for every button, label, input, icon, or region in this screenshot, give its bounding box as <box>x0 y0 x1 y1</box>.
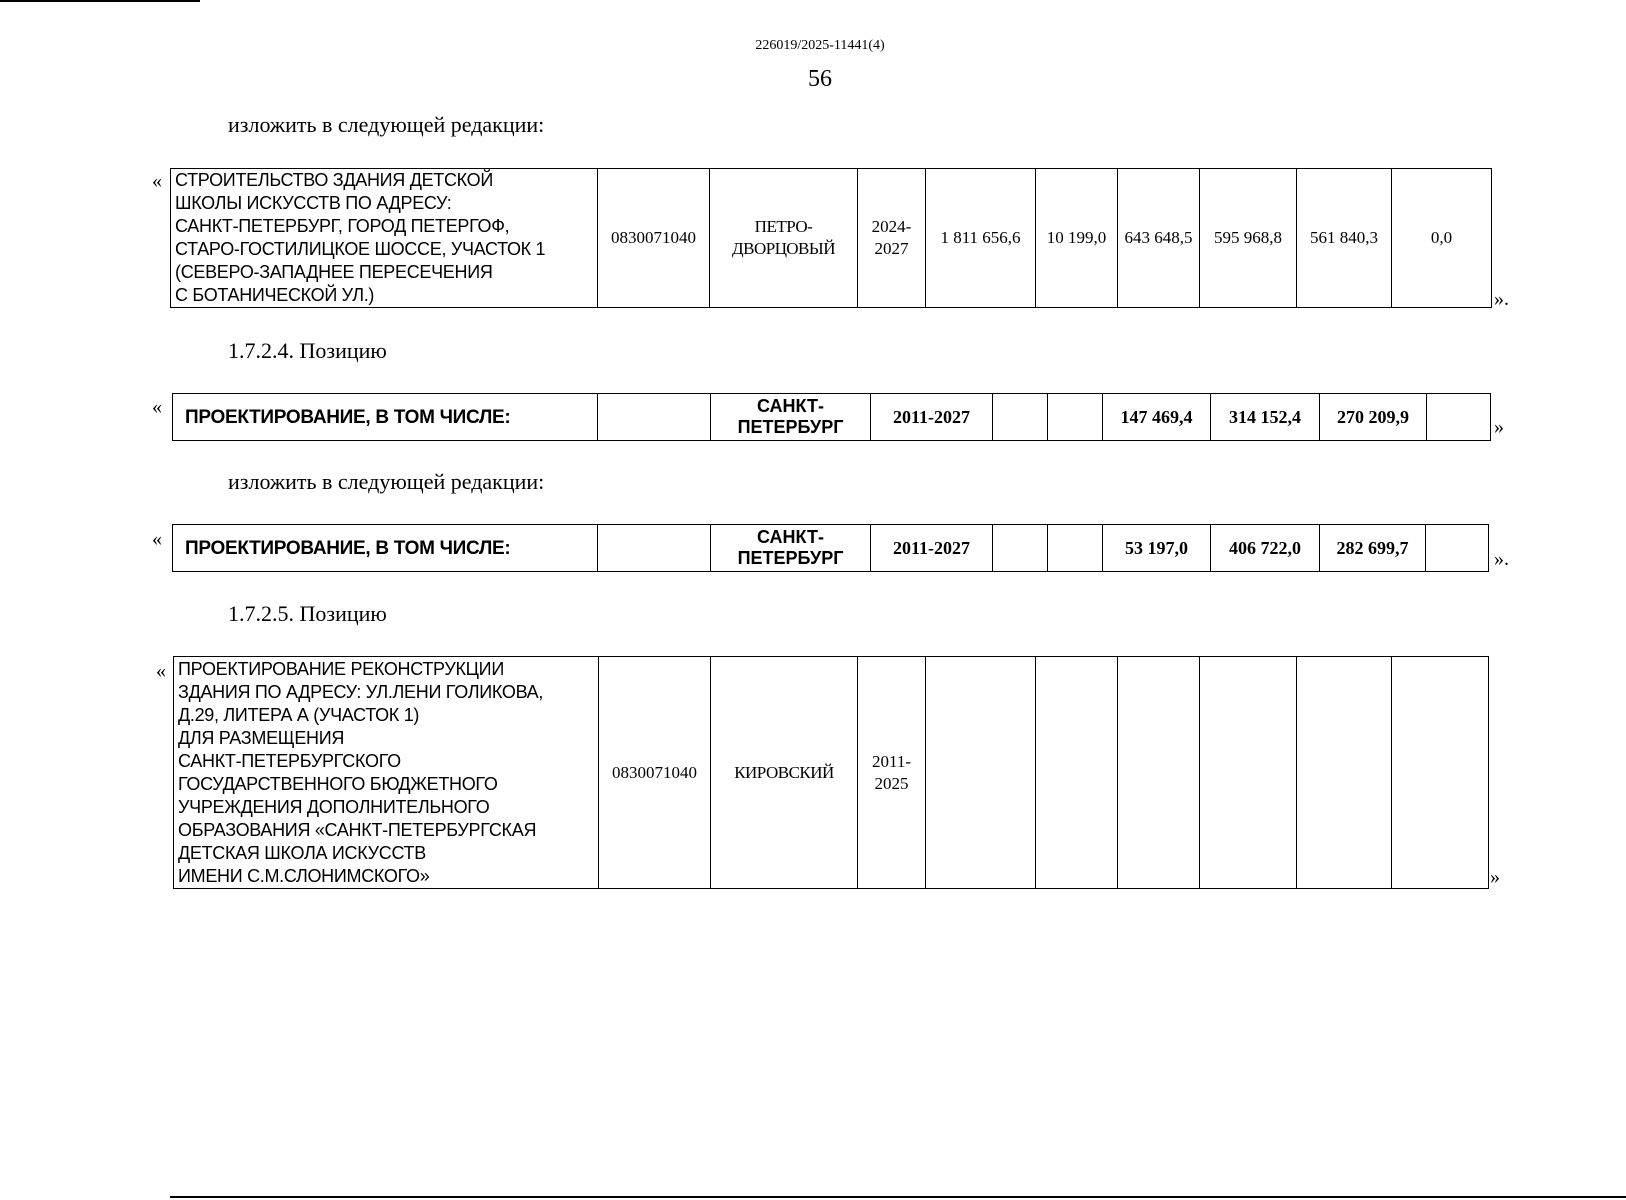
years-line: 2025 <box>874 773 909 793</box>
scan-edge-bottom <box>170 1196 1626 1198</box>
value-cell <box>1048 525 1103 572</box>
object-name: СТРОИТЕЛЬСТВО ЗДАНИЯ ДЕТСКОЙ ШКОЛЫ ИСКУССТВ ПО АДРЕСУ: САНКТ-ПЕТЕРБУРГ, ГОРОД ПЕТЕРГОФ, СТАРО-ГОСТИЛИЦКОЕ ШОССЕ, УЧАСТОК 1 (СЕВЕРО-ЗАПАДНЕЕ ПЕРЕСЕЧЕНИЯ С БОТАНИЧЕСКОЙ УЛ.) <box>171 169 598 308</box>
district: КИРОВСКИЙ <box>711 657 858 889</box>
years <box>858 169 926 308</box>
value-cell <box>1118 657 1200 889</box>
table-row <box>173 394 1491 441</box>
object-name: ПРОЕКТИРОВАНИЕ, В ТОМ ЧИСЛЕ: <box>173 394 598 441</box>
table-row <box>174 657 1489 889</box>
section2-heading: 1.7.2.4. Позицию <box>228 338 387 363</box>
years: 2011-2027 <box>871 525 993 572</box>
value-cell: 595 968,8 <box>1200 169 1297 308</box>
value-cell: 0,0 <box>1392 169 1492 308</box>
section1-table <box>170 168 1492 308</box>
table-row <box>171 169 1492 308</box>
section1-close-quote: ». <box>1494 288 1509 310</box>
value-cell <box>1392 657 1489 889</box>
district <box>710 169 858 308</box>
section3-close-quote: ». <box>1494 548 1509 570</box>
years: 2011-2027 <box>871 394 993 441</box>
district-line: САНКТ- <box>757 396 824 416</box>
district-line: ПЕТЕРБУРГ <box>737 548 844 568</box>
value-cell: 314 152,4 <box>1211 394 1320 441</box>
page-number: 56 <box>808 66 832 92</box>
years-line: 2027 <box>874 239 909 258</box>
value-cell <box>1427 394 1491 441</box>
value-cell: 643 648,5 <box>1118 169 1200 308</box>
section3-intro: изложить в следующей редакции: <box>228 469 545 494</box>
value-cell <box>1297 657 1392 889</box>
scan-edge-top <box>0 0 200 2</box>
value-cell <box>1036 657 1118 889</box>
section2-open-quote: « <box>152 396 162 418</box>
value-cell: 406 722,0 <box>1211 525 1320 572</box>
value-cell: 282 699,7 <box>1320 525 1426 572</box>
value-cell: 10 199,0 <box>1036 169 1118 308</box>
section3-table <box>172 524 1489 572</box>
years <box>858 657 926 889</box>
value-cell <box>1200 657 1297 889</box>
section4-close-quote: » <box>1490 866 1500 888</box>
total-value: 1 811 656,6 <box>926 169 1036 308</box>
district-line: ПЕТРО- <box>754 217 813 236</box>
district-line: ДВОРЦОВЫЙ <box>732 239 835 258</box>
years-line: 2024- <box>871 217 912 236</box>
section1-intro: изложить в следующей редакции: <box>228 112 545 137</box>
district <box>711 394 871 441</box>
budget-code <box>598 525 711 572</box>
value-cell: 561 840,3 <box>1297 169 1392 308</box>
budget-code <box>598 394 711 441</box>
document-number: 226019/2025-11441(4) <box>755 38 885 53</box>
value-cell <box>1048 394 1103 441</box>
section4-open-quote: « <box>156 660 166 682</box>
years-line: 2011- <box>871 751 912 771</box>
budget-code: 0830071040 <box>599 657 711 889</box>
table-row <box>173 525 1489 572</box>
value-cell: 53 197,0 <box>1103 525 1211 572</box>
district <box>711 525 871 572</box>
total-value <box>993 525 1048 572</box>
total-value <box>993 394 1048 441</box>
section1-open-quote: « <box>152 170 162 192</box>
budget-code: 0830071040 <box>598 169 710 308</box>
section2-table <box>172 393 1491 441</box>
object-name: ПРОЕКТИРОВАНИЕ РЕКОНСТРУКЦИИ ЗДАНИЯ ПО АДРЕСУ: УЛ.ЛЕНИ ГОЛИКОВА, Д.29, ЛИТЕРА А (УЧАСТОК 1) ДЛЯ РАЗМЕЩЕНИЯ САНКТ-ПЕТЕРБУРГСКОГО ГОСУДАРСТВЕННОГО БЮДЖЕТНОГО УЧРЕЖДЕНИЯ ДОПОЛНИТЕЛЬНОГО ОБРАЗОВАНИЯ «САНКТ-ПЕТЕРБУРГСКАЯ ДЕТСКАЯ ШКОЛА ИСКУССТВ ИМЕНИ С.М.СЛОНИМСКОГО» <box>174 657 599 889</box>
value-cell <box>1426 525 1489 572</box>
object-name: ПРОЕКТИРОВАНИЕ, В ТОМ ЧИСЛЕ: <box>173 525 598 572</box>
district-line: САНКТ- <box>757 527 824 547</box>
section3-open-quote: « <box>152 528 162 550</box>
section2-close-quote: » <box>1494 416 1504 438</box>
section4-heading: 1.7.2.5. Позицию <box>228 601 387 626</box>
district-line: ПЕТЕРБУРГ <box>737 417 844 437</box>
value-cell: 147 469,4 <box>1103 394 1211 441</box>
value-cell: 270 209,9 <box>1320 394 1427 441</box>
section4-table <box>173 656 1489 889</box>
total-value <box>926 657 1036 889</box>
